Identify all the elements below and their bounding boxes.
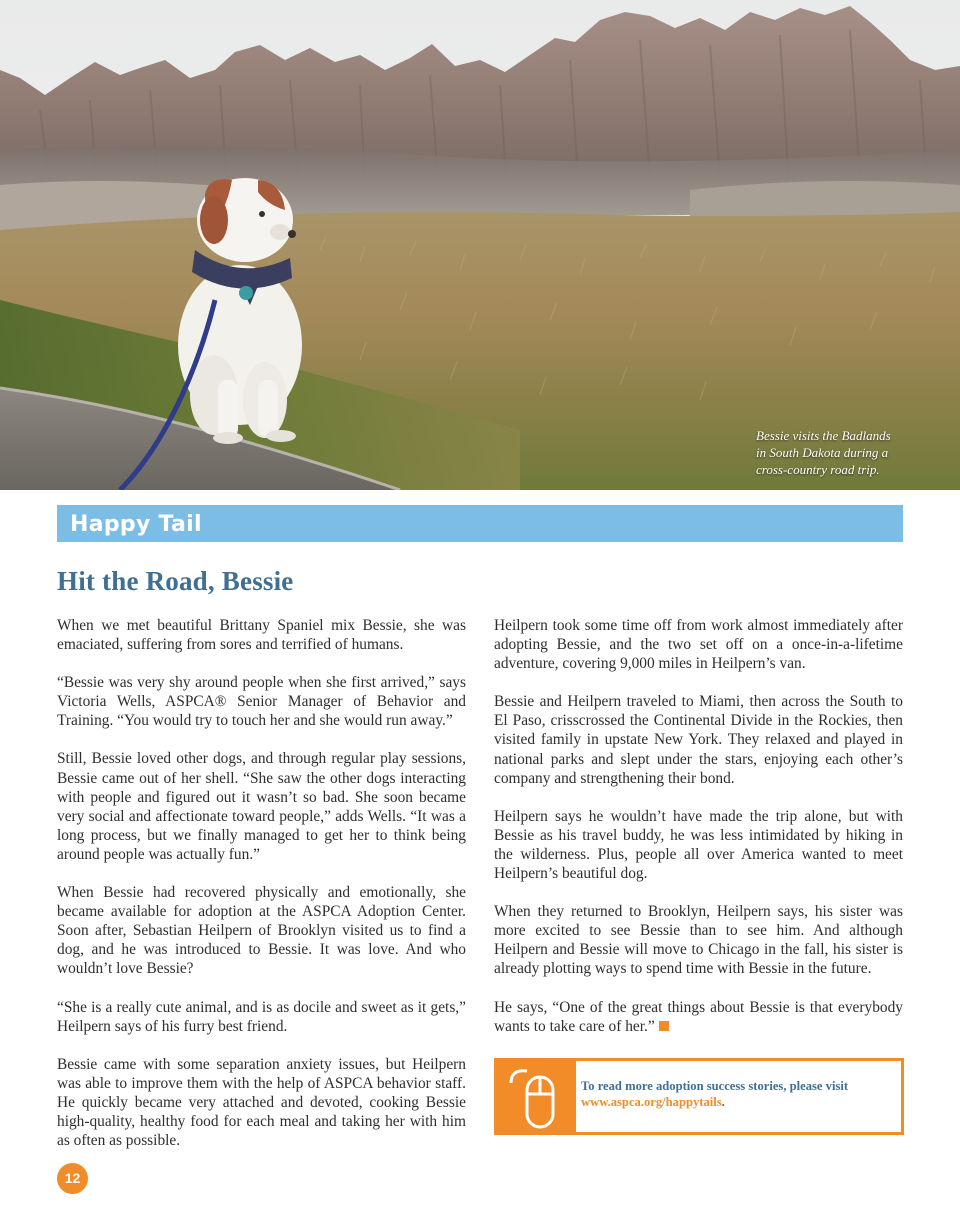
- happy-tails-callout: [494, 1058, 904, 1135]
- body-paragraph: Heilpern says he wouldn’t have made the trip alone, but with Bessie as his travel buddy, he was less intimidated by hiking in the wilderness. Plus, people all over America wanted to meet Heilpern’s beautiful dog.: [494, 807, 903, 883]
- callout-message: To read more adoption success stories, please visit: [581, 1079, 849, 1093]
- caption-line: Bessie visits the Badlands: [756, 428, 891, 443]
- body-paragraph: Still, Bessie loved other dogs, and through regular play sessions, Bessie came out of her shell. “She saw the other dogs interacting with people and figured out it wasn’t so bad. She soon became very social and affectionate toward people,” adds Wells. “It was a long process, but we finally managed to get her to think being around people was actually fun.”: [57, 750, 466, 863]
- callout-suffix: .: [721, 1095, 725, 1109]
- page-number: 12: [57, 1163, 88, 1194]
- section-label: Happy Tail: [70, 512, 202, 537]
- photo-caption: [756, 427, 936, 478]
- caption-line: cross-country road trip.: [756, 462, 880, 477]
- body-paragraph: “She is a really cute animal, and is as docile and sweet as it gets,” Heilpern says of his furry best friend.: [57, 998, 466, 1035]
- body-paragraph: When we met beautiful Brittany Spaniel mix Bessie, she was emaciated, suffering from sores and terrified of humans.: [57, 617, 466, 654]
- body-paragraph: “Bessie was very shy around people when she first arrived,” says Victoria Wells, ASPCA® Senior Manager of Behavior and Training. “You would try to touch her and she would run away.”: [57, 674, 466, 730]
- badlands-dog-photo: [0, 0, 960, 490]
- left-column: [57, 616, 466, 1169]
- body-paragraph: Bessie and Heilpern traveled to Miami, then across the South to El Paso, crisscrossed the Continental Divide in the Rockies, then visited family in upstate New York. They relaxed and played in national parks and slept under the stars, enjoying each other’s company and strengthening their bond.: [494, 693, 903, 787]
- computer-mouse-icon: [497, 1061, 576, 1132]
- hero-photo: [0, 0, 960, 490]
- body-paragraph: Heilpern took some time off from work almost immediately after adopting Bessie, and the two set off on a once-in-a-lifetime adventure, covering 9,000 miles in Heilpern’s van.: [494, 617, 903, 673]
- body-paragraph: When Bessie had recovered physically and emotionally, she became available for adoption at the ASPCA Adoption Center. Soon after, Sebastian Heilpern of Brooklyn visited us to find a dog, and he was introduced to Bessie. It was love. And who wouldn’t love Bessie?: [57, 884, 466, 978]
- body-paragraph: Bessie came with some separation anxiety issues, but Heilpern was able to improve them with the help of ASPCA behavior staff. He quickly became very attached and devoted, cooking Bessie high-quality, healthy food for each meal and taking her with him as often as possible.: [57, 1055, 466, 1150]
- callout-icon-panel: [497, 1061, 576, 1132]
- happytails-link[interactable]: www.aspca.org/happytails: [581, 1095, 722, 1109]
- end-mark-icon: [659, 1021, 669, 1031]
- caption-line: in South Dakota during a: [756, 445, 889, 460]
- closing-paragraph: [494, 998, 903, 1036]
- closing-text: He says, “One of the great things about Bessie is that everybody wants to take care of her.”: [494, 998, 903, 1035]
- article-title: Hit the Road, Bessie: [57, 566, 294, 596]
- body-paragraph: When they returned to Brooklyn, Heilpern says, his sister was more excited to see Bessie than to see him. And although Heilpern and Bessie will move to Chicago in the fall, his sister is already plotting ways to spend time with Bessie in the future.: [494, 903, 903, 978]
- callout-text: [581, 1078, 891, 1110]
- section-banner: [57, 505, 903, 542]
- right-column: [494, 616, 903, 1055]
